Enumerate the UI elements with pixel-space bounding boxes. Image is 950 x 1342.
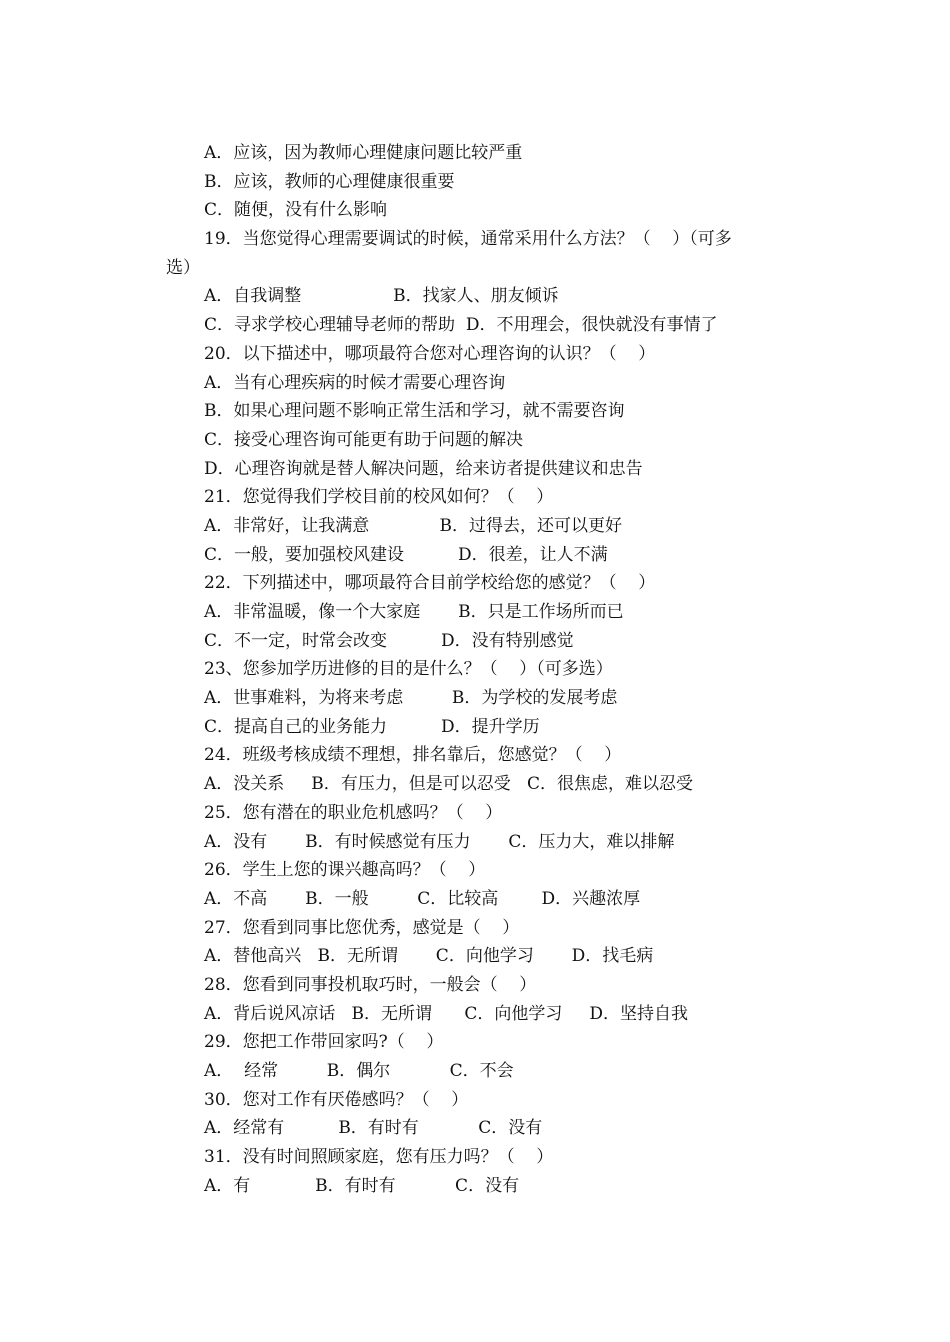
questionnaire-line: C．寻求学校心理辅导老师的帮助 D．不用理会，很快就没有事情了 [204, 315, 718, 336]
questionnaire-line: C．一般，要加强校风建设 D．很差，让人不满 [204, 544, 608, 565]
questionnaire-line: 26．学生上您的课兴趣高吗？（ ） [204, 860, 486, 881]
questionnaire-line: 27．您看到同事比您优秀，感觉是（ ） [204, 917, 520, 938]
questionnaire-line: 19．当您觉得心理需要调试的时候，通常采用什么方法？（ ）（可多 [204, 229, 732, 250]
questionnaire-line: A．没有 B．有时候感觉有压力 C．压力大，难以排解 [204, 831, 675, 852]
questionnaire-line: 31．没有时间照顾家庭，您有压力吗？（ ） [204, 1147, 554, 1168]
questionnaire-line: 24．班级考核成绩不理想，排名靠后，您感觉？（ ） [204, 745, 622, 766]
questionnaire-line: A．背后说风凉话 B．无所谓 C．向他学习 D．坚持自我 [204, 1003, 689, 1024]
questionnaire-line: D．心理咨询就是替人解决问题，给来访者提供建议和忠告 [204, 458, 643, 479]
questionnaire-line: 20．以下描述中，哪项最符合您对心理咨询的认识？（ ） [204, 343, 656, 364]
questionnaire-line: C．不一定，时常会改变 D．没有特别感觉 [204, 630, 574, 651]
questionnaire-line: C．接受心理咨询可能更有助于问题的解决 [204, 429, 524, 450]
questionnaire-line: A．不高 B．一般 C．比较高 D．兴趣浓厚 [204, 888, 641, 909]
questionnaire-line: 30．您对工作有厌倦感吗？（ ） [204, 1089, 469, 1110]
questionnaire-line: A．经常有 B．有时有 C．没有 [204, 1118, 543, 1139]
questionnaire-line: A．当有心理疾病的时候才需要心理咨询 [204, 372, 506, 393]
questionnaire-line: A．非常温暖，像一个大家庭 B．只是工作场所而已 [204, 602, 624, 622]
questionnaire-line: C．提高自己的业务能力 D．提升学历 [204, 716, 540, 737]
questionnaire-line: A． 经常 B．偶尔 C．不会 [204, 1061, 514, 1081]
questionnaire-line: 选） [166, 257, 200, 278]
questionnaire-line: B．应该，教师的心理健康很重要 [204, 171, 455, 192]
questionnaire-line: 21．您觉得我们学校目前的校风如何？（ ） [204, 487, 554, 508]
questionnaire-body [166, 139, 806, 1200]
questionnaire-line: 28．您看到同事投机取巧时，一般会（ ） [204, 974, 537, 995]
questionnaire-line: 23、您参加学历进修的目的是什么？（ ）（可多选） [204, 659, 613, 680]
questionnaire-line: A．没关系 B．有压力，但是可以忍受 C．很焦虑，难以忍受 [204, 774, 694, 795]
questionnaire-line: A．应该，因为教师心理健康问题比较严重 [204, 143, 523, 163]
questionnaire-line: 22．下列描述中，哪项最符合目前学校给您的感觉？（ ） [204, 573, 656, 594]
questionnaire-line: C．随便，没有什么影响 [204, 200, 388, 221]
questionnaire-line: A．替他高兴 B．无所谓 C．向他学习 D．找毛病 [204, 946, 654, 967]
questionnaire-line: 29．您把工作带回家吗?（ ） [204, 1032, 444, 1053]
questionnaire-line: B．如果心理问题不影响正常生活和学习，就不需要咨询 [204, 401, 625, 422]
questionnaire-line: A．自我调整 B．找家人、朋友倾诉 [204, 286, 559, 307]
questionnaire-line: A．世事难料，为将来考虑 B．为学校的发展考虑 [204, 688, 618, 709]
questionnaire-line: A．有 B．有时有 C．没有 [204, 1175, 520, 1196]
questionnaire-line: A．非常好，让我满意 B．过得去，还可以更好 [204, 515, 623, 536]
questionnaire-line: 25．您有潜在的职业危机感吗？（ ） [204, 802, 503, 823]
